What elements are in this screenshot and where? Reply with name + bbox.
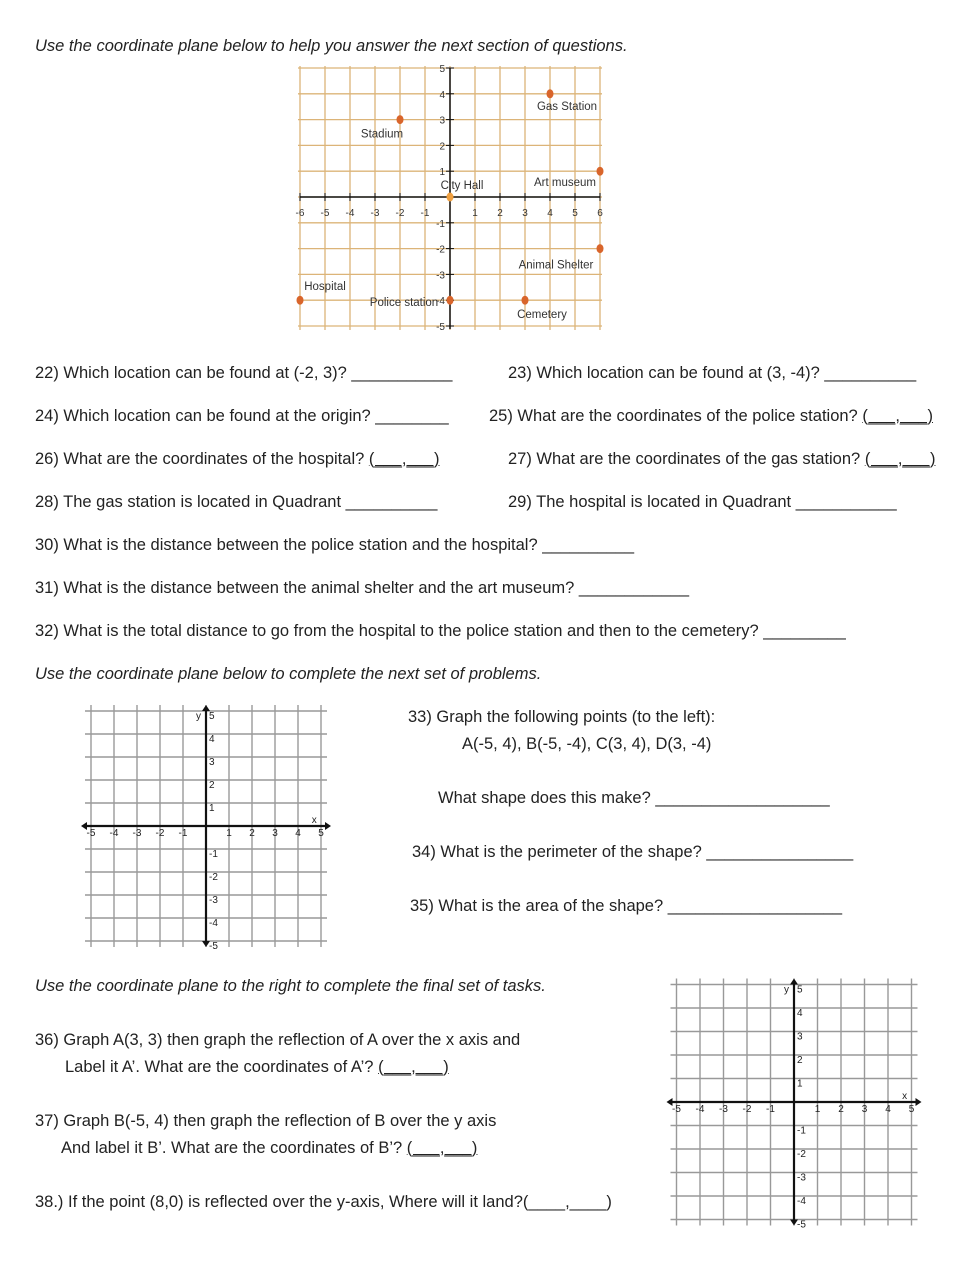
question-22: 22) Which location can be found at (-2, 3)? ___________ [35,364,453,382]
x-tick-label: -2 [395,208,405,219]
y-tick-label: -5 [209,941,218,952]
y-tick-label: 1 [439,167,445,179]
x-axis-label: x [311,815,317,826]
y-tick-label: 3 [209,757,215,768]
answer-blank-26[interactable]: (___,___) [368,450,440,468]
x-tick-label: -5 [86,828,96,839]
y-tick-label: -1 [436,218,445,230]
location-label: City Hall [440,180,484,192]
x-tick-label: 5 [572,208,578,219]
y-axis-label: y [784,984,789,996]
x-tick-label: -3 [370,208,380,219]
location-label: Gas Station [536,100,598,113]
question-33-shape: What shape does this make? ___________________ [438,789,830,807]
location-label: Police station [369,297,439,310]
x-tick-label: 5 [318,828,324,839]
x-tick-label: 4 [547,208,553,219]
instruction-first: Use the coordinate plane below to help you answer the next section of questions. [35,37,628,55]
x-tick-label: 6 [597,208,603,219]
y-tick-label: 5 [797,984,803,996]
x-tick-label: -1 [766,1104,775,1115]
question-37-text: And label it B’. What are the coordinates of B’? [61,1139,403,1157]
x-tick-label: -2 [742,1104,752,1115]
question-32: 32) What is the total distance to go from the hospital to the police station and then to the cemetery? _________ [35,622,846,640]
x-tick-label: 1 [814,1104,821,1115]
location-label: Animal Shelter [518,259,594,272]
y-axis-label: y [196,711,201,722]
y-tick-label: 1 [797,1078,803,1090]
x-tick-label: -3 [132,828,142,839]
location-label: Cemetery [517,309,567,322]
y-tick-label: -2 [797,1149,806,1160]
x-tick-label: 2 [838,1104,844,1115]
y-tick-label: -5 [436,322,445,333]
question-27-text: 27) What are the coordinates of the gas station? [508,450,861,468]
y-tick-label: -4 [436,296,445,308]
instruction-third: Use the coordinate plane to the right to complete the final set of tasks. [35,977,546,995]
question-36-text: Label it A’. What are the coordinates of A’? [65,1058,374,1076]
x-axis-label: x [902,1091,908,1102]
y-tick-label: -3 [209,895,218,906]
x-tick-label: -4 [695,1104,705,1115]
y-tick-label: -2 [209,872,218,883]
question-25-text: 25) What are the coordinates of the police station? [489,407,858,425]
x-tick-label: -1 [178,828,188,839]
question-35: 35) What is the area of the shape? ___________________ [410,897,843,915]
question-26-text: 26) What are the coordinates of the hospital? [35,450,365,468]
question-31: 31) What is the distance between the animal shelter and the art museum? ____________ [35,579,689,597]
y-tick-label: 4 [797,1008,803,1019]
location-label: Stadium [360,128,404,141]
y-tick-label: 4 [439,89,445,101]
question-28: 28) The gas station is located in Quadrant __________ [35,493,438,511]
answer-blank-27[interactable]: (___,___) [864,450,936,468]
y-tick-label: 2 [439,141,445,153]
y-tick-label: -4 [209,918,218,929]
x-tick-label: 3 [522,208,528,219]
x-tick-label: 4 [295,828,301,839]
x-tick-label: -2 [155,828,165,839]
answer-blank-25[interactable]: (___,___) [862,407,933,425]
x-tick-label: 1 [472,208,478,219]
x-tick-label: 3 [272,828,278,839]
x-tick-label: -3 [719,1104,728,1115]
y-tick-label: -3 [436,270,445,282]
x-tick-label: 3 [861,1104,868,1115]
y-tick-label: 3 [797,1031,803,1043]
x-tick-label: -4 [109,828,119,839]
question-37-line1: 37) Graph B(-5, 4) then graph the reflection of B over the y axis [35,1112,497,1130]
arrow-right-icon [916,1098,922,1106]
location-label: Art museum [534,177,596,190]
y-tick-label: 5 [439,64,445,75]
question-30: 30) What is the distance between the police station and the hospital? __________ [35,536,635,554]
y-tick-label: -3 [797,1172,806,1184]
x-tick-label: -6 [295,208,305,219]
question-24: 24) Which location can be found at the origin? ________ [35,407,449,425]
y-tick-label: -5 [797,1219,806,1231]
answer-blank-37[interactable]: (___,___) [406,1139,478,1157]
x-tick-label: -4 [345,208,355,219]
y-tick-label: 4 [209,734,215,745]
y-tick-label: 2 [209,780,215,791]
question-29: 29) The hospital is located in Quadrant ___________ [508,493,897,511]
x-tick-label: 1 [226,828,232,839]
question-33: 33) Graph the following points (to the left): [408,708,716,726]
y-tick-label: 1 [209,803,215,814]
x-tick-label: -5 [320,208,330,219]
y-tick-label: -2 [436,244,445,256]
y-tick-label: 3 [439,115,445,127]
y-tick-label: 5 [209,711,215,722]
x-tick-label: 2 [249,828,255,839]
instruction-second: Use the coordinate plane below to complete the next set of problems. [35,665,542,683]
x-tick-label: 4 [885,1104,891,1115]
answer-blank-36[interactable]: (___,___) [378,1058,449,1076]
x-tick-label: -1 [420,208,430,219]
y-tick-label: -1 [209,849,218,860]
y-tick-label: -1 [797,1125,806,1137]
question-23: 23) Which location can be found at (3, -4)? __________ [508,364,917,382]
x-tick-label: 5 [908,1104,915,1115]
location-label: Hospital [304,281,346,294]
question-33-points: A(-5, 4), B(-5, -4), C(3, 4), D(3, -4) [462,735,712,753]
question-34: 34) What is the perimeter of the shape? ________________ [412,843,854,861]
question-36-line1: 36) Graph A(3, 3) then graph the reflection of A over the x axis and [35,1031,521,1049]
question-38: 38.) If the point (8,0) is reflected over the y-axis, Where will it land?(____,____) [35,1193,612,1211]
x-tick-label: 2 [497,208,503,219]
y-tick-label: -4 [797,1196,806,1207]
x-tick-label: -5 [672,1104,681,1115]
y-tick-label: 2 [797,1055,803,1066]
